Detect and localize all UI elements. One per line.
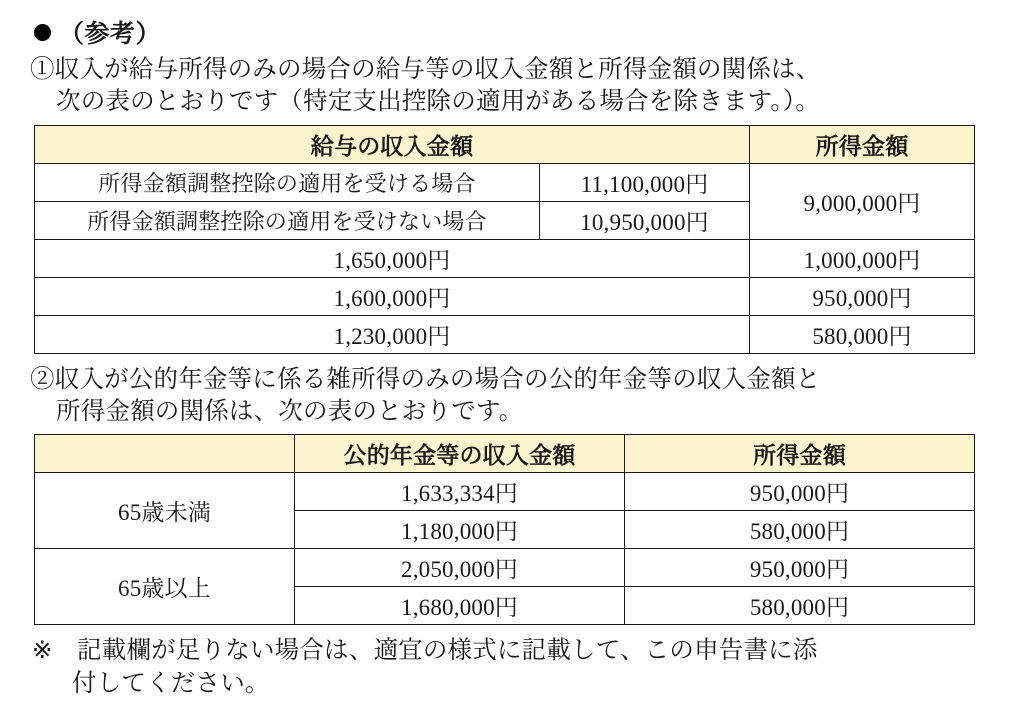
age-group-under65: 65歳未満 — [35, 473, 295, 549]
table-row — [35, 473, 975, 511]
row2-amount: 950,000円 — [625, 549, 975, 587]
age-group-over65: 65歳以上 — [35, 549, 295, 625]
row1-amount: 580,000円 — [625, 511, 975, 549]
section2-line2: 所得金額の関係は、次の表のとおりです。 — [56, 397, 524, 425]
page-heading — [34, 14, 996, 50]
table-header-row — [35, 125, 975, 163]
row1-income: 1,180,000円 — [295, 511, 625, 549]
table-row — [35, 163, 975, 201]
section2-paragraph — [30, 364, 996, 429]
footnote-line1: 記載欄が足りない場合は、適宜の様式に記載して、この申告書に添 — [77, 637, 818, 665]
col-header-age — [35, 435, 295, 473]
section1-paragraph — [30, 54, 996, 119]
footnote-line2: 付してください。 — [72, 669, 270, 697]
row3-amount: 950,000円 — [750, 277, 975, 315]
section2-line1: ②収入が公的年金等に係る雑所得のみの場合の公的年金等の収入金額と — [30, 365, 821, 393]
row3-income: 1,600,000円 — [35, 277, 750, 315]
col-header-pension-income: 公的年金等の収入金額 — [295, 435, 625, 473]
row1-label: 所得金額調整控除の適用を受けない場合 — [35, 201, 540, 239]
heading-text: （参考） — [59, 21, 162, 48]
section1-line2: 次の表のとおりです（特定支出控除の適用がある場合を除きます。）。 — [56, 88, 820, 116]
footnote-marker: ※ — [32, 637, 53, 665]
table-row — [35, 277, 975, 315]
col-header-amount: 所得金額 — [750, 125, 975, 163]
footnote — [32, 635, 996, 700]
pension-income-table — [34, 434, 975, 625]
row3-amount: 580,000円 — [625, 587, 975, 625]
row2-income: 1,650,000円 — [35, 239, 750, 277]
row4-amount: 580,000円 — [750, 315, 975, 353]
row3-income: 1,680,000円 — [295, 587, 625, 625]
filled-circle-icon — [34, 24, 51, 41]
row0-income: 1,633,334円 — [295, 473, 625, 511]
row2-income: 2,050,000円 — [295, 549, 625, 587]
row0-income: 11,100,000円 — [540, 163, 750, 201]
table-row — [35, 315, 975, 353]
section1-line1: ①収入が給与所得のみの場合の給与等の収入金額と所得金額の関係は、 — [30, 56, 821, 83]
col-header-amount: 所得金額 — [625, 435, 975, 473]
table-header-row — [35, 435, 975, 473]
table-row — [35, 239, 975, 277]
row0-amount: 950,000円 — [625, 473, 975, 511]
table-row — [35, 549, 975, 587]
row0-label: 所得金額調整控除の適用を受ける場合 — [35, 163, 540, 201]
row0-amount: 9,000,000円 — [750, 163, 975, 239]
col-header-salary-income: 給与の収入金額 — [35, 125, 750, 163]
row2-amount: 1,000,000円 — [750, 239, 975, 277]
row4-income: 1,230,000円 — [35, 315, 750, 353]
row1-income: 10,950,000円 — [540, 201, 750, 239]
salary-income-table — [34, 125, 975, 354]
